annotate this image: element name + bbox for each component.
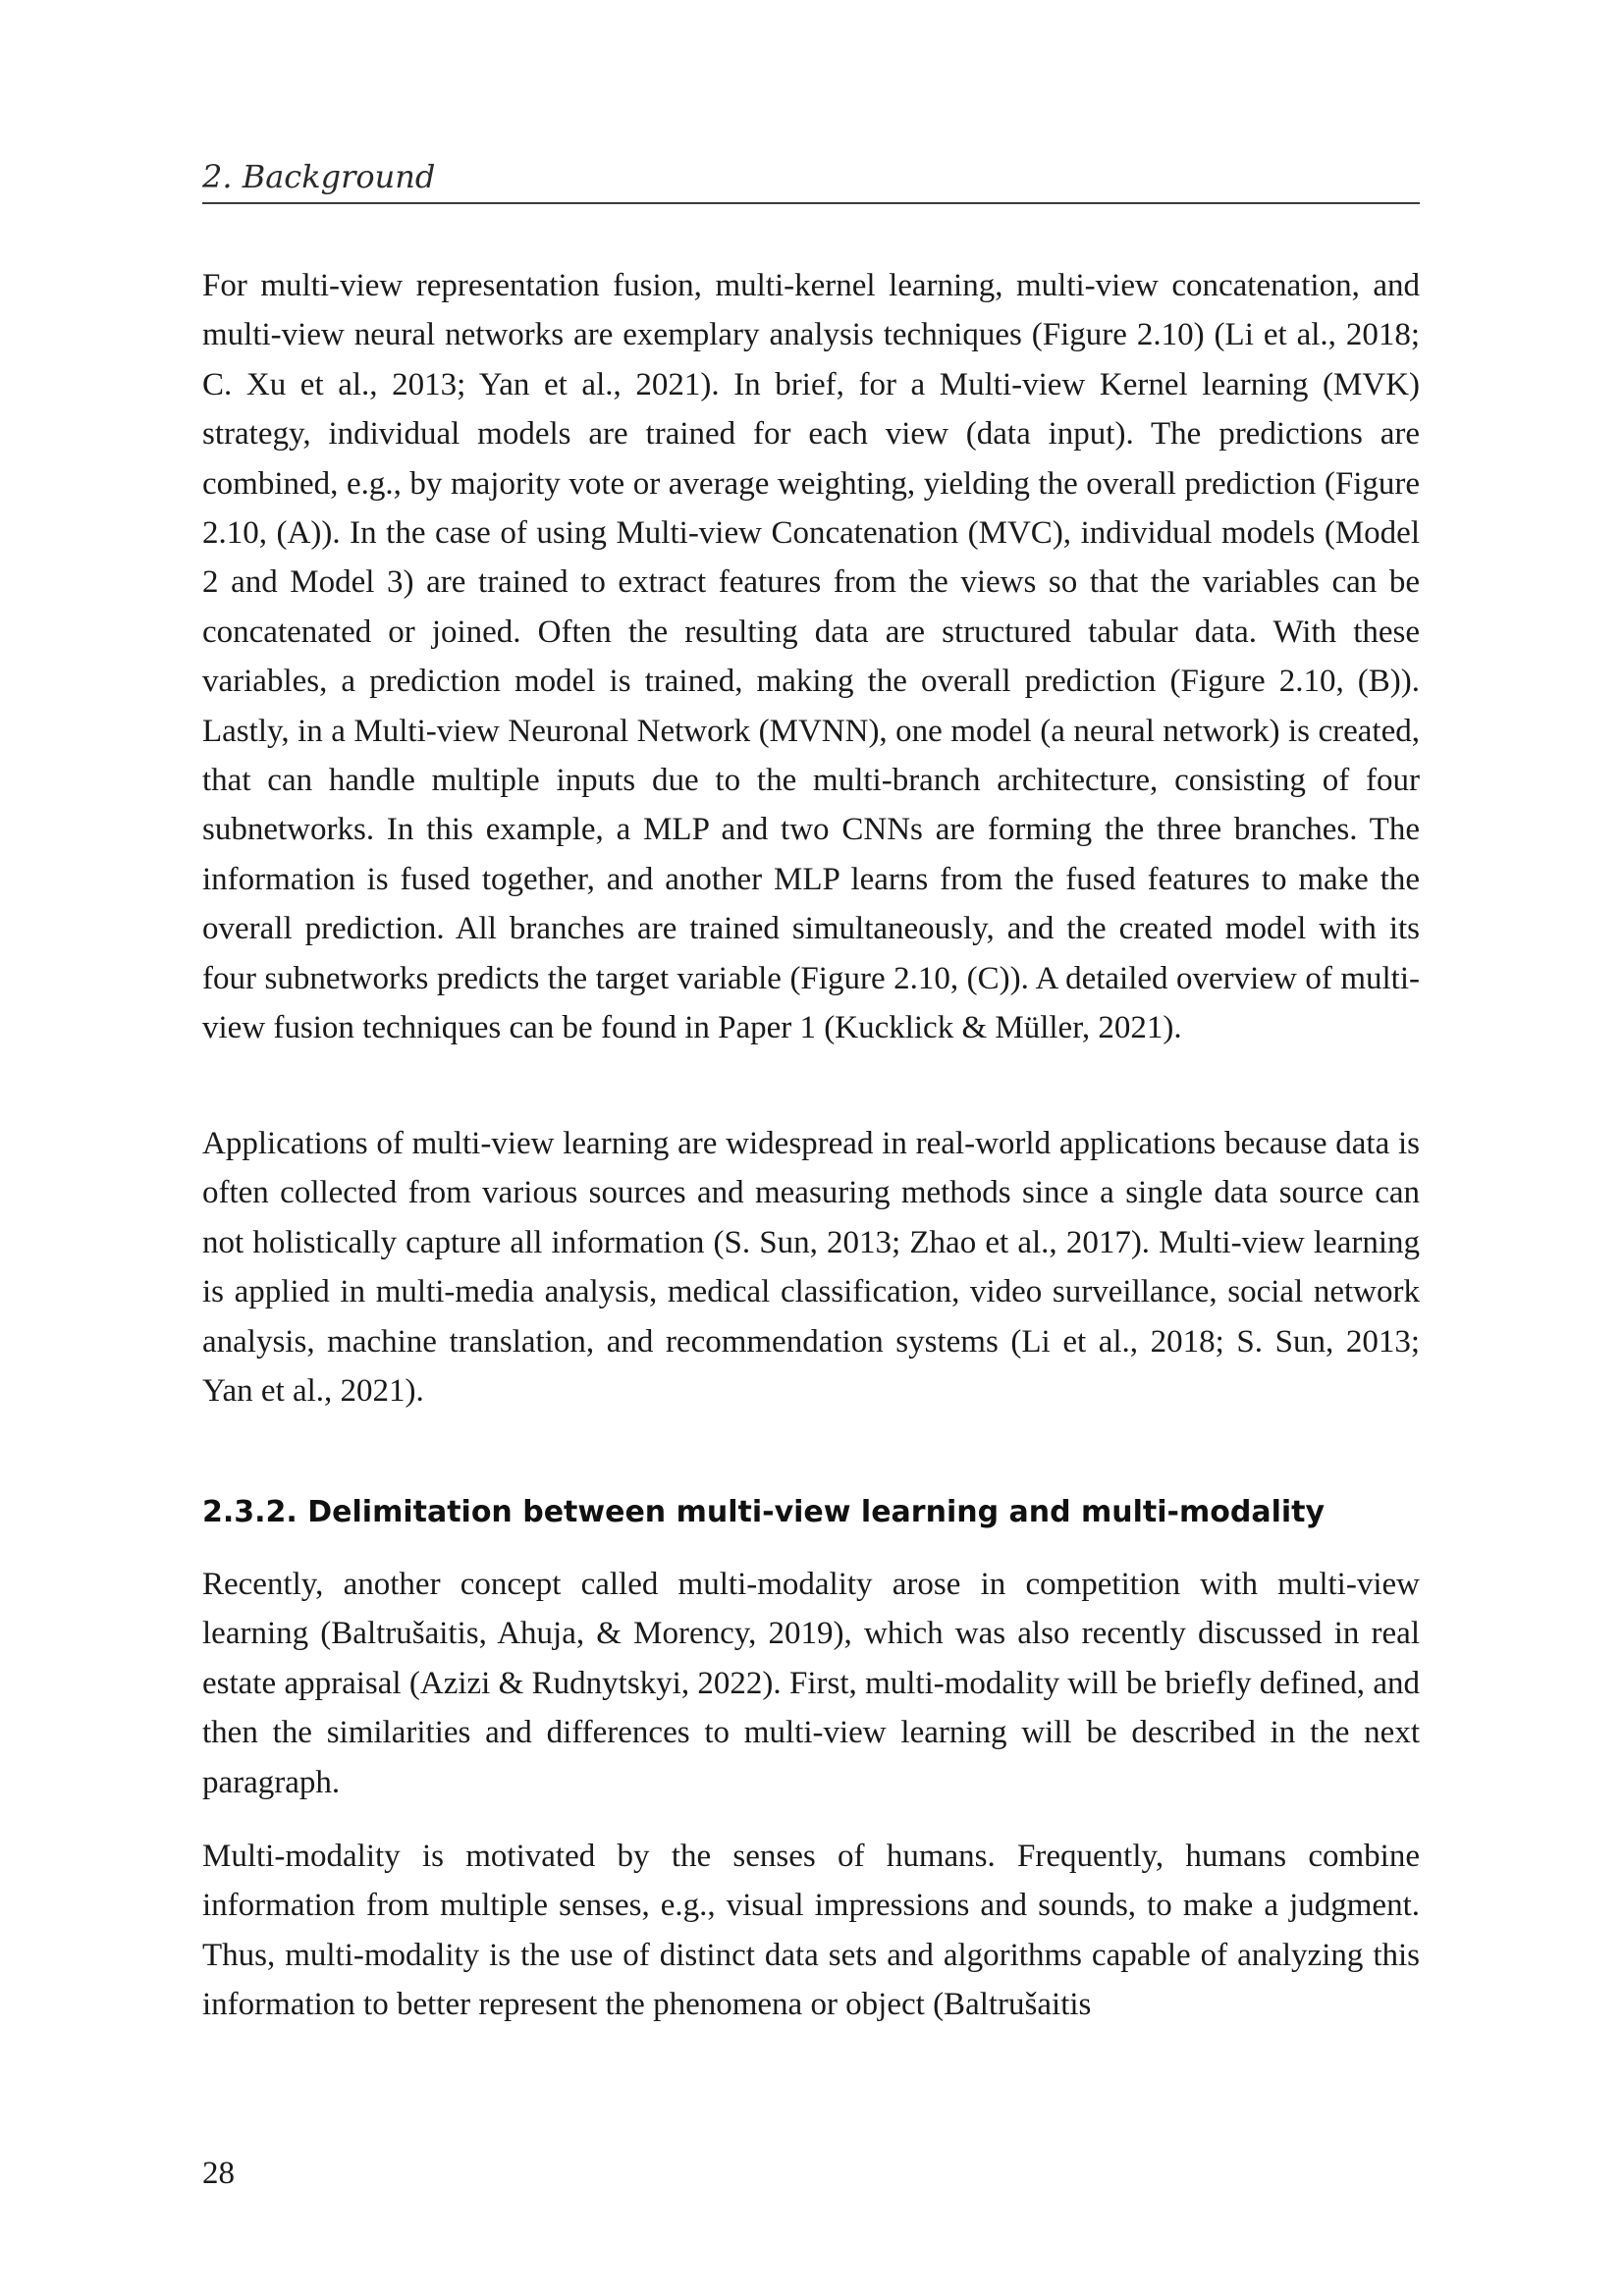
paragraph-multi-modality-definition: Multi-modality is motivated by the senses of humans. Frequently, humans combine information from multiple senses, e.g., visual impressions and sounds, to make a judgment. Thus, multi-modality is the use of distinct data sets and algorithms capable of analyzing this information to better represent the phenomena or object (Baltrušaitis [202,1839,1420,2023]
section-heading: 2.3.2. Delimitation between multi-view learning and multi-modality [202,1495,1326,1529]
paragraph-multi-modality-intro: Recently, another concept called multi-modality arose in competition with multi-view learning (Baltrušaitis, Ahuja, & Morency, 2019), which was also recently discussed in real estate appraisal (Azizi & Rudnytskyi, 2022). First, multi-modality will be briefly defined, and then the similarities and differences to multi-view learning will be described in the next paragraph. [202,1567,1420,1800]
document-page [202,0,1420,2296]
page-number: 28 [202,2156,235,2191]
paragraph-fusion-techniques: For multi-view representation fusion, multi-kernel learning, multi-view concatenation, and multi-view neural networks are exemplary analysis techniques (Figure 2.10) (Li et al., 2018; C. Xu et al., 2013; Yan et al., 2021). In brief, for a Multi-view Kernel learning (MVK) strategy, individual models are trained for each view (data input). The predictions are combined, e.g., by majority vote or average weighting, yielding the overall prediction (Figure 2.10, (A)). In the case of using Multi-view Concatenation (MVC), individual models (Model 2 and Model 3) are trained to extract features from the views so that the variables can be concatenated or joined. Often the resulting data are structured tabular data. With these variables, a prediction model is trained, making the overall prediction (Figure 2.10, (B)). Lastly, in a Multi-view Neuronal Network (MVNN), one model (a neural network) is created, that can handle multiple inputs due to the multi-branch architecture, consisting of four subnetworks. In this example, a MLP and two CNNs are forming the three branches. The information is fused together, and another MLP learns from the fused features to make the overall prediction. All branches are trained simultaneously, and the created model with its four subnetworks predicts the target variable (Figure 2.10, (C)). A detailed overview of multi-view fusion techniques can be found in Paper 1 (Kucklick & Müller, 2021). [202,268,1420,1046]
paragraph-applications: Applications of multi-view learning are widespread in real-world applications because data is often collected from various sources and measuring methods since a single data source can not holistically capture all information (S. Sun, 2013; Zhao et al., 2017). Multi-view learning is applied in multi-media analysis, medical classification, video surveillance, social network analysis, machine translation, and recommendation systems (Li et al., 2018; S. Sun, 2013; Yan et al., 2021). [202,1126,1420,1410]
running-header: 2. Background [202,157,1420,204]
